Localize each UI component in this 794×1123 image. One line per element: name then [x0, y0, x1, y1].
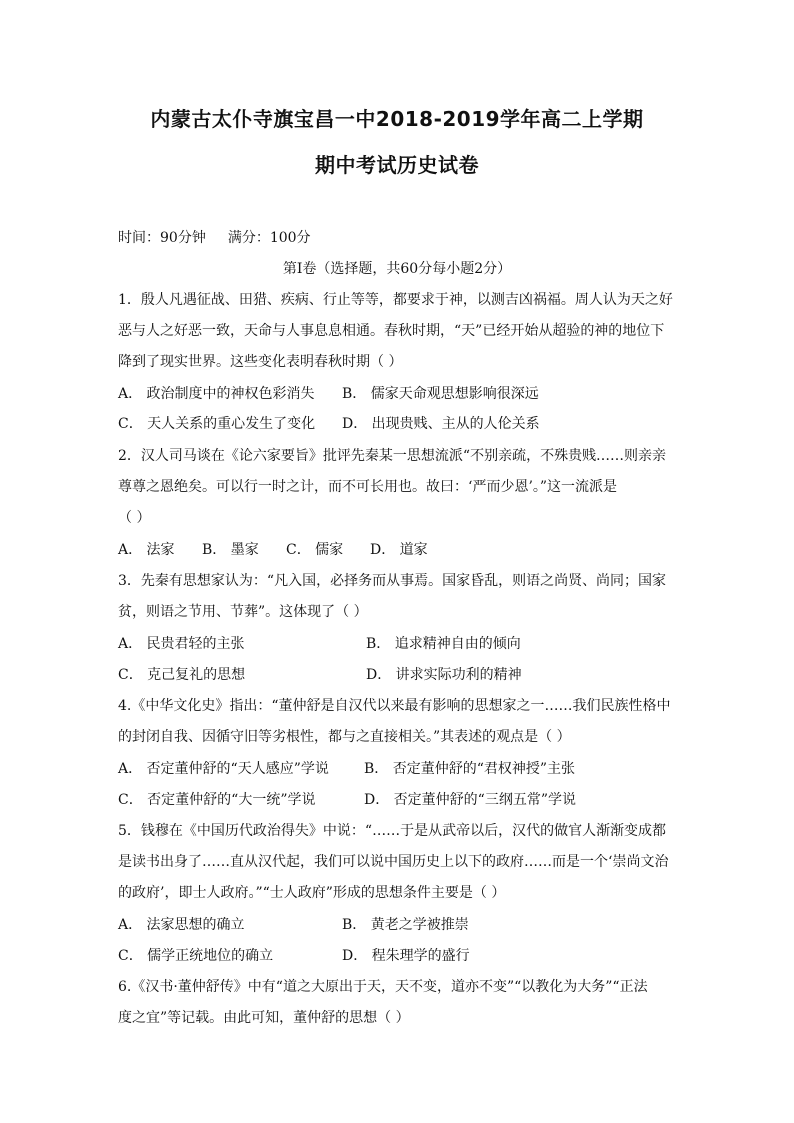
question-3-line-2: 贫，则语之节用、节葬”。这体现了（ ） [118, 604, 368, 620]
full-score: 满分：100分 [227, 230, 311, 246]
question-4-line-1: 4.《中华文化史》指出：“董仲舒是自汉代以来最有影响的思想家之一……我们民族性格中 [118, 698, 671, 714]
question-4-option-a: A． 否定董仲舒的“天人感应”学说 [118, 761, 329, 777]
question-1-line-1: 1．殷人凡遇征战、田猎、疾病、行止等等，都要求于神，以测吉凶祸福。周人认为天之好 [118, 292, 673, 308]
question-1-option-c: C． 天人关系的重心发生了变化 [118, 416, 316, 432]
question-1-line-3: 降到了现实世界。这些变化表明春秋时期（ ） [118, 354, 403, 370]
question-3-option-b: B． 追求精神自由的倾向 [366, 636, 521, 652]
question-4-option-c: C． 否定董仲舒的“大一统”学说 [118, 792, 316, 808]
question-2-line-3: （ ） [118, 510, 151, 526]
question-2-option-b: B． 墨家 [202, 542, 259, 558]
question-3-option-d: D． 讲求实际功利的精神 [366, 667, 522, 683]
question-5-line-3: 的政府’，即士人政府。”“士人政府”形成的思想条件主要是（ ） [118, 885, 506, 901]
question-5-line-1: 5．钱穆在《中国历代政治得失》中说：“……于是从武帝以后，汉代的做官人渐渐变成都 [118, 823, 667, 839]
exam-title-line2: 期中考试历史试卷 [315, 153, 479, 177]
question-3-line-1: 3．先秦有思想家认为：“凡入国，必择务而从事焉。国家昏乱，则语之尚贤、尚同；国家 [118, 573, 667, 589]
question-5-option-b: B． 黄老之学被推崇 [342, 917, 469, 933]
section-heading: 第Ⅰ卷（选择题，共60分每小题2分） [282, 261, 512, 277]
question-4-option-d: D． 否定董仲舒的“三纲五常”学说 [364, 792, 576, 808]
time-limit: 时间：90分钟 [118, 230, 206, 246]
question-1-option-d: D． 出现贵贱、主从的人伦关系 [342, 416, 540, 432]
question-3-option-a: A． 民贵君轻的主张 [118, 636, 245, 652]
question-1-option-b: B． 儒家天命观思想影响很深远 [342, 386, 539, 402]
question-2-line-2: 尊尊之恩绝矣。可以行一时之计，而不可长用也。故曰：‘严而少恩’。”这一流派是 [118, 479, 618, 495]
question-1-option-a: A． 政治制度中的神权色彩消失 [118, 386, 315, 402]
question-5-option-c: C． 儒学正统地位的确立 [118, 948, 274, 964]
question-4-option-b: B． 否定董仲舒的“君权神授”主张 [364, 761, 576, 777]
question-5-line-2: 是读书出身了……直从汉代起，我们可以说中国历史上以下的政府……而是一个‘崇尚文治 [118, 854, 669, 870]
exam-meta [118, 228, 311, 248]
question-2-option-d: D． 道家 [370, 542, 428, 558]
question-6-line-2: 度之宜”等记载。由此可知，董仲舒的思想（ ） [118, 1010, 410, 1026]
question-1-line-2: 恶与人之好恶一致，天命与人事息息相通。春秋时期，“天”已经开始从超验的神的地位下 [118, 323, 665, 339]
question-6-line-1: 6.《汉书·董仲舒传》中有“道之大原出于天，天不变，道亦不变”“以教化为大务”“正法 [118, 979, 648, 995]
question-2-option-a: A． 法家 [118, 542, 175, 558]
exam-title-line1: 内蒙古太仆寺旗宝昌一中2018-2019学年高二上学期 [150, 107, 644, 131]
question-2-line-1: 2．汉人司马谈在《论六家要旨》批评先秦某一思想流派“不别亲疏，不殊贵贱……则亲亲 [118, 448, 667, 464]
question-4-line-2: 的封闭自我、因循守旧等劣根性，都与之直接相关。”其表述的观点是（ ） [118, 729, 571, 745]
question-5-option-a: A． 法家思想的确立 [118, 917, 245, 933]
question-3-option-c: C． 克己复礼的思想 [118, 667, 246, 683]
question-2-option-c: C． 儒家 [286, 542, 344, 558]
question-5-option-d: D． 程朱理学的盛行 [342, 948, 470, 964]
